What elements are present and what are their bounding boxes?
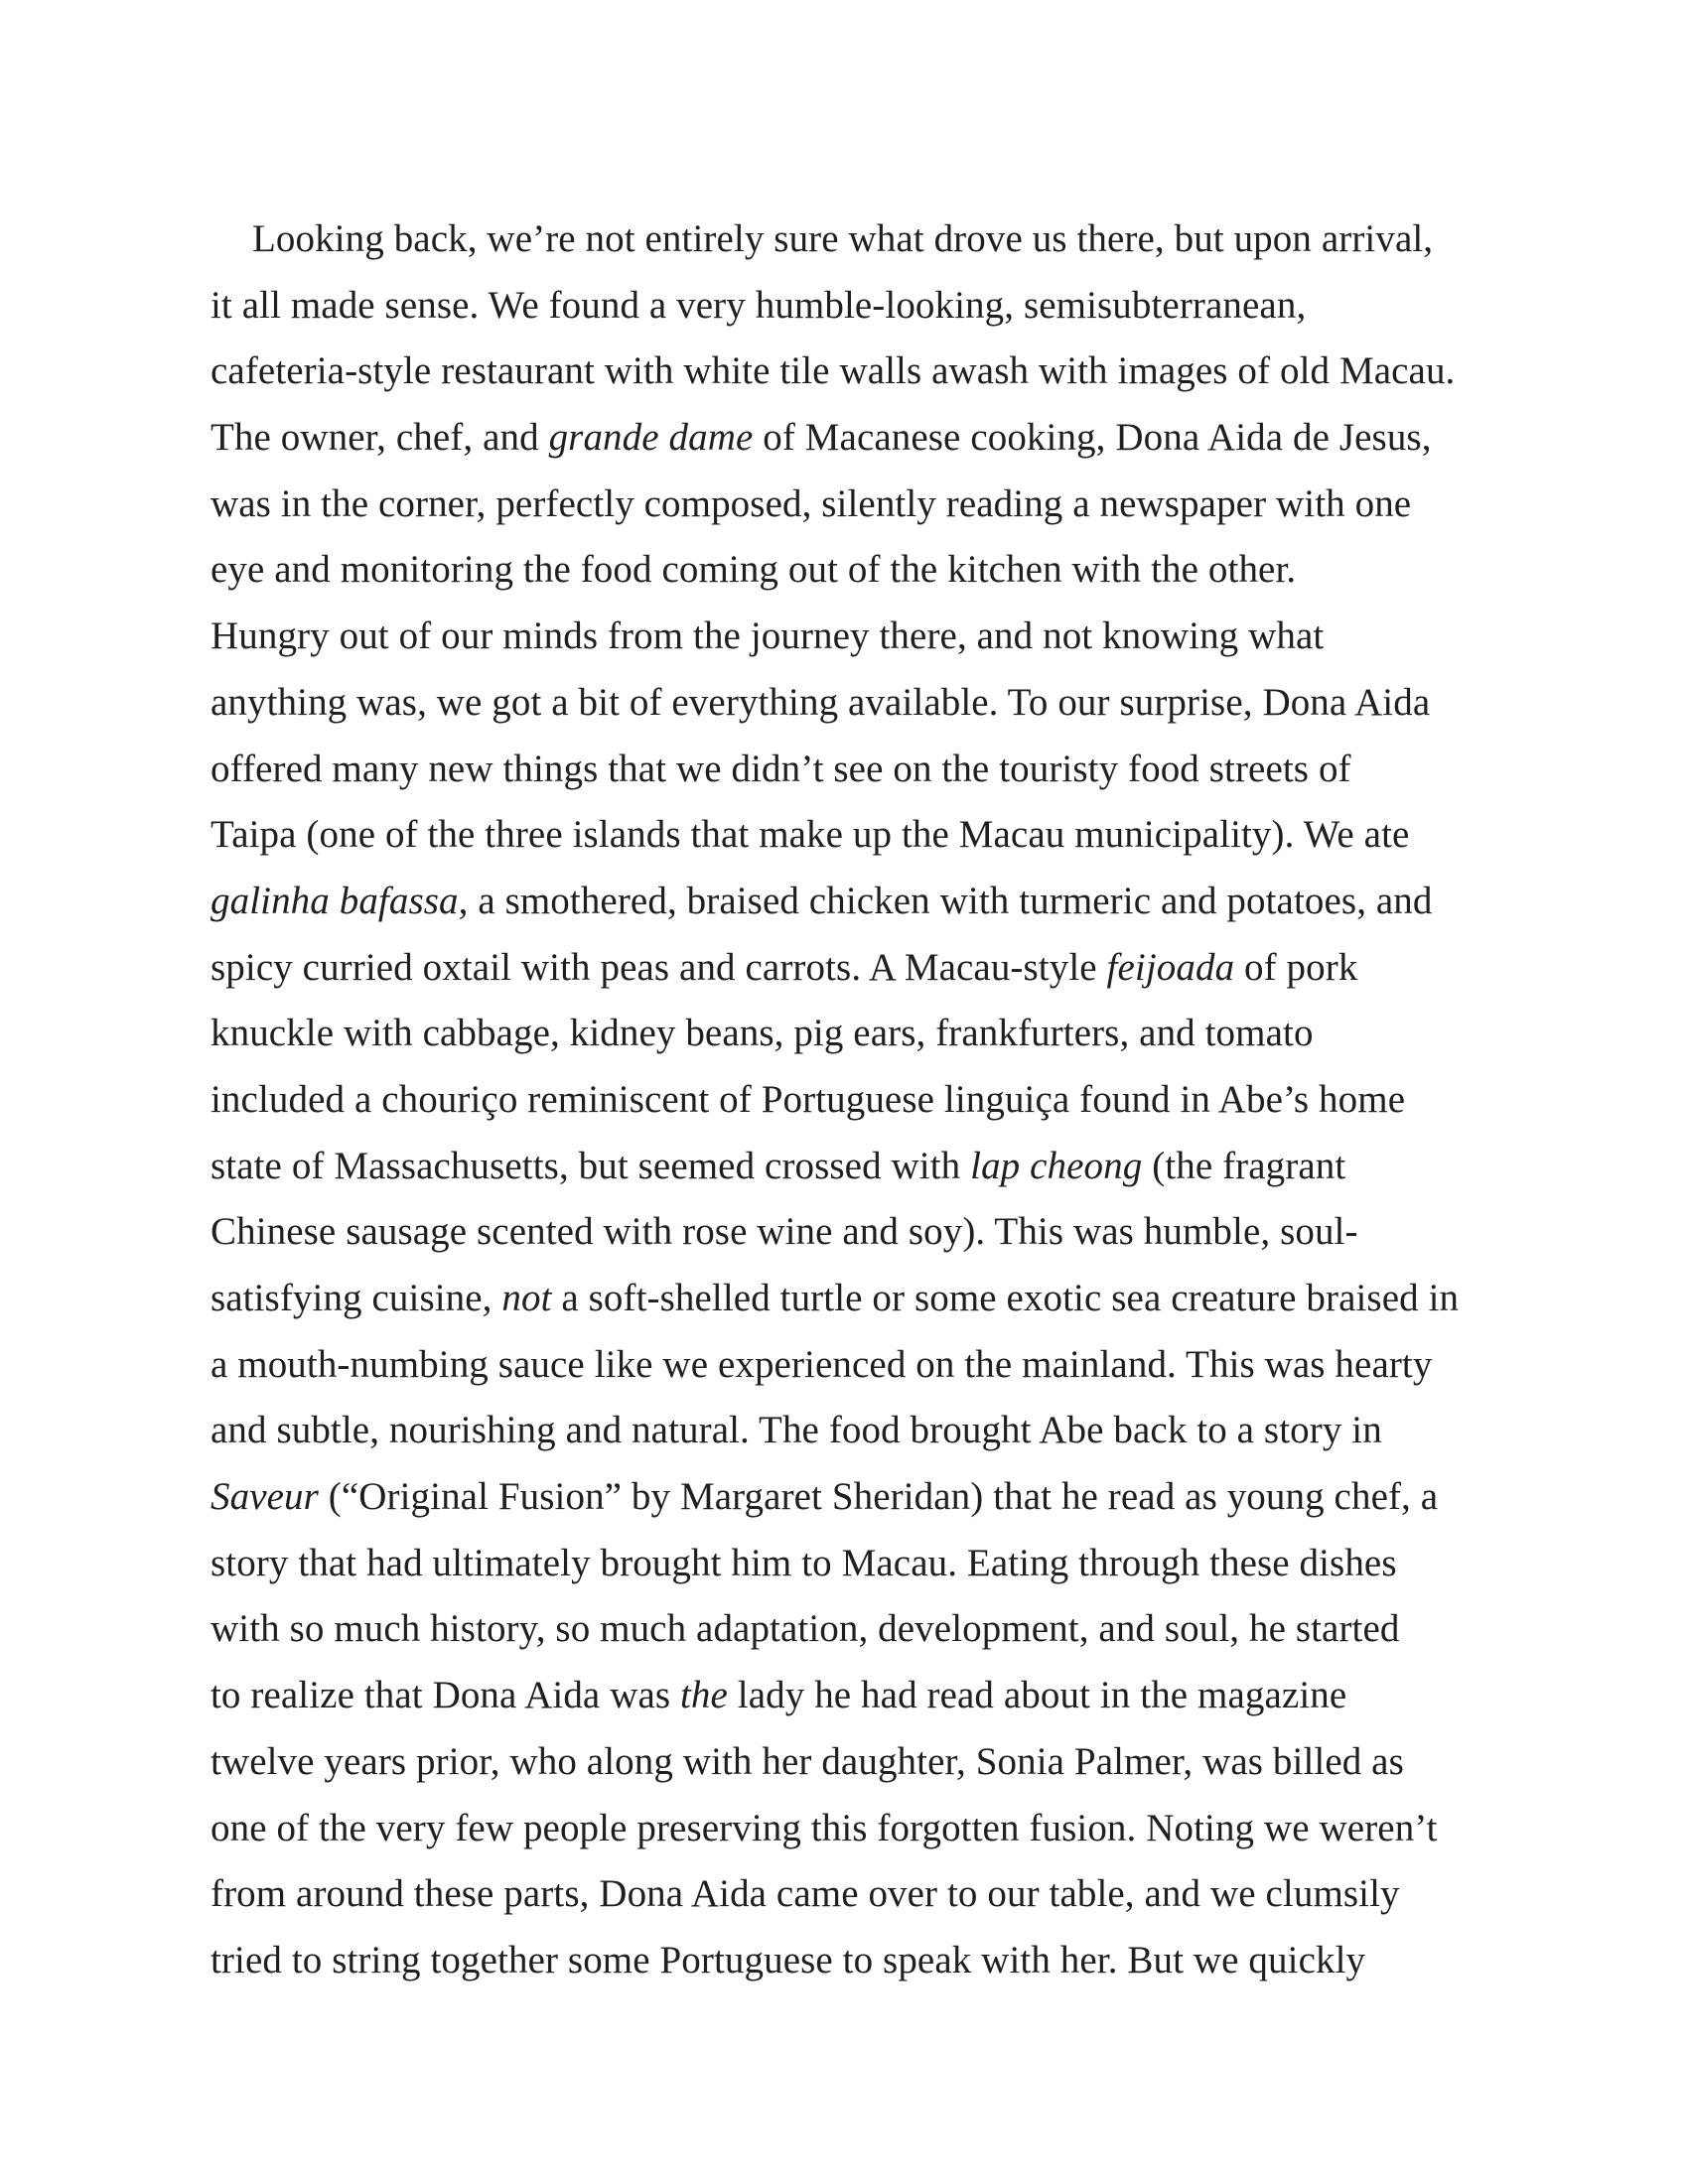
text-run: , a smothered, braised chicken with turmeric and potatoes, and xyxy=(458,879,1433,922)
text-line xyxy=(211,1729,1491,1796)
text-line xyxy=(211,1134,1491,1200)
italic-term: not xyxy=(501,1277,552,1319)
italic-term: lap cheong xyxy=(970,1144,1143,1187)
text-run: a mouth-numbing sauce like we experienced on the mainland. This was hearty xyxy=(211,1342,1433,1386)
text-line xyxy=(211,869,1491,935)
text-run: lady he had read about in the magazine xyxy=(727,1674,1347,1717)
text-run: Taipa (one of the three islands that make up the Macau municipality). We ate xyxy=(211,813,1410,857)
text-run: it all made sense. We found a very humble-looking, semisubterranean, xyxy=(211,283,1307,327)
italic-term: grande dame xyxy=(548,416,754,460)
text-run: one of the very few people preserving this forgotten fusion. Noting we weren’t xyxy=(211,1806,1438,1849)
text-line xyxy=(211,737,1491,803)
text-line xyxy=(211,1001,1491,1067)
text-run: story that had ultimately brought him to Macau. Eating through these dishes xyxy=(211,1541,1397,1584)
text-line xyxy=(211,1067,1491,1134)
text-run: (“Original Fusion” by Margaret Sheridan) that he read as young chef, a xyxy=(318,1475,1439,1519)
text-run: Looking back, we’re not entirely sure what drove us there, but upon arrival, xyxy=(252,217,1434,260)
italic-term: feijoada xyxy=(1106,945,1235,989)
text-run: of Macanese cooking, Dona Aida de Jesus, xyxy=(753,416,1432,460)
text-line xyxy=(211,1332,1491,1399)
text-line xyxy=(211,1398,1491,1464)
italic-term: the xyxy=(680,1674,728,1717)
text-run: with so much history, so much adaptation, development, and soul, he started xyxy=(211,1607,1400,1651)
text-line xyxy=(211,604,1491,670)
text-line xyxy=(211,339,1491,405)
text-line xyxy=(211,1199,1491,1266)
body-paragraph xyxy=(211,206,1491,1994)
text-line xyxy=(211,1531,1491,1597)
text-line xyxy=(211,206,1491,273)
text-run: (the fragrant xyxy=(1142,1144,1346,1187)
italic-term: galinha bafassa xyxy=(211,879,459,922)
text-line xyxy=(211,935,1491,1002)
text-run: offered many new things that we didn’t see on the touristy food streets of xyxy=(211,747,1351,790)
text-run: and subtle, nourishing and natural. The food brought Abe back to a story in xyxy=(211,1409,1382,1452)
text-run: to realize that Dona Aida was xyxy=(211,1674,680,1717)
text-line xyxy=(211,1861,1491,1928)
text-run: included a chouriço reminiscent of Portuguese linguiça found in Abe’s home xyxy=(211,1077,1406,1121)
text-line xyxy=(211,802,1491,869)
text-run: from around these parts, Dona Aida came over to our table, and we clumsily xyxy=(211,1872,1400,1916)
text-run: Hungry out of our minds from the journey there, and not knowing what xyxy=(211,614,1325,658)
text-line xyxy=(211,1663,1491,1729)
text-run: knuckle with cabbage, kidney beans, pig ears, frankfurters, and tomato xyxy=(211,1012,1314,1055)
text-line xyxy=(211,1464,1491,1531)
text-run: Chinese sausage scented with rose wine and soy). This was humble, soul- xyxy=(211,1210,1358,1254)
text-run: eye and monitoring the food coming out of the kitchen with the other. xyxy=(211,548,1297,592)
text-run: satisfying cuisine, xyxy=(211,1277,502,1319)
text-run: a soft-shelled turtle or some exotic sea creature braised in xyxy=(551,1277,1460,1319)
italic-term: Saveur xyxy=(211,1475,319,1519)
text-line xyxy=(211,537,1491,604)
text-line xyxy=(211,1266,1491,1332)
text-line xyxy=(211,670,1491,737)
text-run: cafeteria-style restaurant with white tile walls awash with images of old Macau. xyxy=(211,349,1456,393)
text-run: tried to string together some Portuguese to speak with her. But we quickly xyxy=(211,1938,1366,1981)
text-run: anything was, we got a bit of everything available. To our surprise, Dona Aida xyxy=(211,680,1431,724)
text-run: twelve years prior, who along with her daughter, Sonia Palmer, was billed as xyxy=(211,1739,1404,1783)
text-run: of pork xyxy=(1234,945,1358,989)
text-run: The owner, chef, and xyxy=(211,416,549,460)
text-run: was in the corner, perfectly composed, silently reading a newspaper with one xyxy=(211,481,1412,525)
text-line xyxy=(211,1928,1491,1994)
text-line xyxy=(211,472,1491,538)
text-run: state of Massachusetts, but seemed crossed with xyxy=(211,1144,971,1187)
text-line xyxy=(211,405,1491,472)
text-run: spicy curried oxtail with peas and carrots. A Macau-style xyxy=(211,945,1107,989)
text-line xyxy=(211,1796,1491,1862)
text-line xyxy=(211,273,1491,340)
text-line xyxy=(211,1596,1491,1663)
